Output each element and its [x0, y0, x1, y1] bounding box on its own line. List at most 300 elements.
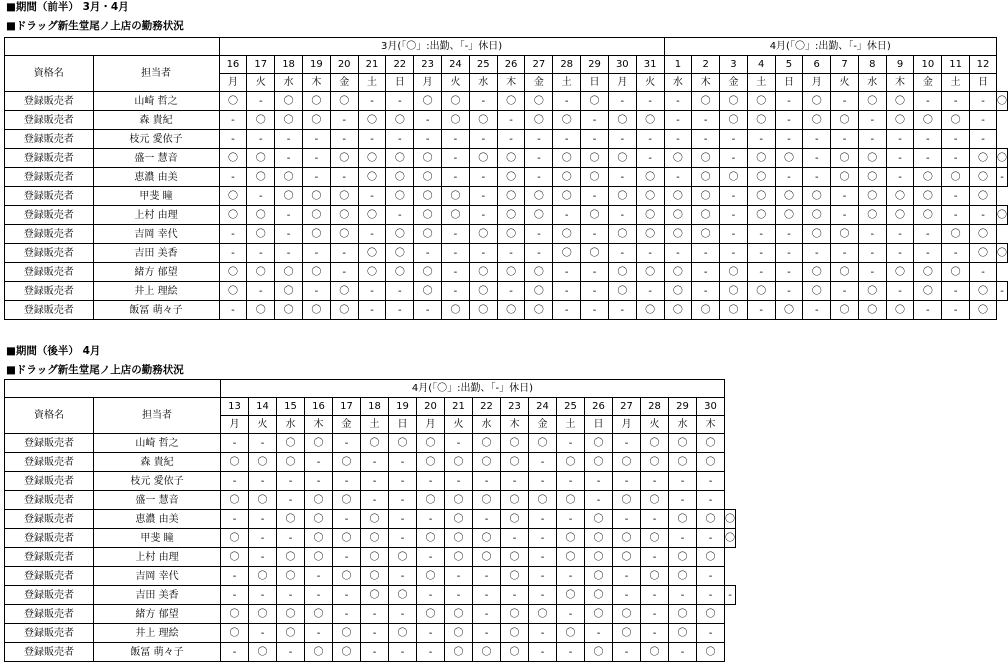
- shift-work-cell: 〇: [585, 605, 613, 624]
- shift-work-cell: 〇: [302, 92, 330, 111]
- shift-work-cell: 〇: [803, 225, 831, 244]
- shift-off-cell: -: [219, 130, 247, 149]
- staff-row: [5, 510, 736, 529]
- shift-work-cell: 〇: [641, 491, 669, 510]
- shift-work-cell: 〇: [333, 529, 361, 548]
- shift-off-cell: -: [473, 472, 501, 491]
- shift-off-cell: -: [275, 206, 303, 225]
- shift-off-cell: -: [585, 624, 613, 643]
- shift-off-cell: -: [277, 529, 305, 548]
- shift-work-cell: 〇: [525, 92, 553, 111]
- shift-off-cell: -: [525, 130, 553, 149]
- shift-off-cell: -: [302, 149, 330, 168]
- shift-off-cell: -: [613, 643, 641, 662]
- shift-off-cell: -: [442, 282, 470, 301]
- staff-name-cell: 枝元 愛依子: [93, 130, 219, 149]
- day-number-cell: 14: [249, 398, 277, 416]
- weekday-cell: 日: [585, 416, 613, 434]
- shift-off-cell: -: [664, 130, 692, 149]
- shift-work-cell: 〇: [914, 282, 942, 301]
- shift-off-cell: -: [249, 472, 277, 491]
- shift-work-cell: 〇: [221, 605, 249, 624]
- shift-off-cell: -: [557, 510, 585, 529]
- shift-work-cell: 〇: [831, 149, 859, 168]
- shift-off-cell: -: [775, 263, 803, 282]
- weekday-cell: 木: [497, 74, 525, 92]
- shift-work-cell: 〇: [219, 263, 247, 282]
- weekday-cell: 日: [386, 74, 414, 92]
- shift-work-cell: 〇: [275, 111, 303, 130]
- shift-off-cell: -: [641, 605, 669, 624]
- shift-work-cell: 〇: [330, 225, 358, 244]
- staff-name-cell: 盛一 慧音: [93, 149, 219, 168]
- weekday-cell: 火: [247, 74, 275, 92]
- weekday-cell: 水: [669, 416, 697, 434]
- shift-off-cell: -: [442, 244, 470, 263]
- weekday-cell: 月: [414, 74, 442, 92]
- shift-work-cell: 〇: [725, 529, 736, 548]
- shift-work-cell: 〇: [501, 624, 529, 643]
- shift-work-cell: 〇: [275, 92, 303, 111]
- shift-off-cell: -: [333, 586, 361, 605]
- qualification-header: 資格名: [5, 398, 94, 434]
- qualification-cell: 登録販売者: [5, 548, 94, 567]
- weekday-cell: 火: [445, 416, 473, 434]
- shift-work-cell: 〇: [641, 567, 669, 586]
- shift-work-cell: 〇: [664, 282, 692, 301]
- shift-off-cell: -: [697, 529, 725, 548]
- shift-off-cell: -: [585, 472, 613, 491]
- shift-off-cell: -: [747, 130, 775, 149]
- shift-work-cell: 〇: [669, 548, 697, 567]
- shift-work-cell: 〇: [747, 168, 775, 187]
- shift-off-cell: -: [330, 244, 358, 263]
- shift-work-cell: 〇: [886, 263, 914, 282]
- shift-off-cell: -: [219, 225, 247, 244]
- shift-off-cell: -: [747, 301, 775, 320]
- shift-work-cell: 〇: [970, 244, 997, 263]
- staff-name-cell: 吉田 美香: [94, 586, 221, 605]
- shift-off-cell: -: [581, 301, 609, 320]
- shift-work-cell: 〇: [442, 301, 470, 320]
- shift-work-cell: 〇: [305, 434, 333, 453]
- weekday-cell: 木: [886, 74, 914, 92]
- shift-work-cell: 〇: [692, 225, 720, 244]
- shift-off-cell: -: [585, 491, 613, 510]
- shift-work-cell: 〇: [697, 510, 725, 529]
- shift-off-cell: -: [386, 282, 414, 301]
- day-number-cell: 16: [219, 56, 247, 74]
- shift-work-cell: 〇: [442, 111, 470, 130]
- day-number-cell: 17: [333, 398, 361, 416]
- shift-work-cell: 〇: [636, 111, 664, 130]
- shift-work-cell: 〇: [636, 225, 664, 244]
- shift-work-cell: 〇: [445, 548, 473, 567]
- staff-row: [5, 605, 736, 624]
- weekday-cell: 土: [942, 74, 970, 92]
- shift-off-cell: -: [942, 282, 970, 301]
- shift-off-cell: -: [361, 624, 389, 643]
- shift-off-cell: -: [361, 643, 389, 662]
- shift-work-cell: 〇: [305, 510, 333, 529]
- weekday-cell: 土: [747, 74, 775, 92]
- shift-work-cell: 〇: [361, 434, 389, 453]
- shift-work-cell: 〇: [747, 149, 775, 168]
- shift-work-cell: 〇: [247, 225, 275, 244]
- shift-work-cell: 〇: [636, 168, 664, 187]
- month-group-row: [5, 380, 736, 398]
- shift-work-cell: 〇: [641, 434, 669, 453]
- shift-off-cell: -: [641, 586, 669, 605]
- shift-work-cell: 〇: [247, 263, 275, 282]
- day-number-cell: 18: [275, 56, 303, 74]
- weekday-cell: 木: [501, 416, 529, 434]
- shift-work-cell: 〇: [803, 187, 831, 206]
- shift-off-cell: -: [501, 586, 529, 605]
- shift-off-cell: -: [417, 472, 445, 491]
- weekday-cell: 日: [581, 74, 609, 92]
- shift-work-cell: 〇: [692, 206, 720, 225]
- shift-work-cell: 〇: [581, 149, 609, 168]
- shift-work-cell: 〇: [414, 282, 442, 301]
- shift-work-cell: 〇: [997, 206, 1008, 225]
- shift-work-cell: 〇: [333, 453, 361, 472]
- staff-name-cell: 上村 由理: [93, 206, 219, 225]
- shift-off-cell: -: [529, 510, 557, 529]
- shift-work-cell: 〇: [557, 624, 585, 643]
- day-number-cell: 10: [914, 56, 942, 74]
- staff-row: [5, 187, 1008, 206]
- shift-off-cell: -: [557, 643, 585, 662]
- shift-off-cell: -: [970, 206, 997, 225]
- day-number-cell: 5: [775, 56, 803, 74]
- shift-off-cell: -: [221, 510, 249, 529]
- shift-work-cell: 〇: [473, 434, 501, 453]
- shift-off-cell: -: [692, 244, 720, 263]
- shift-work-cell: 〇: [389, 548, 417, 567]
- shift-off-cell: -: [501, 529, 529, 548]
- shift-off-cell: -: [358, 187, 386, 206]
- shift-work-cell: 〇: [613, 453, 641, 472]
- shift-work-cell: 〇: [277, 434, 305, 453]
- shift-off-cell: -: [249, 624, 277, 643]
- shift-work-cell: 〇: [414, 149, 442, 168]
- month-group-header: 3月(「〇」:出勤、「-」休日): [219, 38, 664, 56]
- shift-work-cell: 〇: [497, 149, 525, 168]
- shift-off-cell: -: [775, 225, 803, 244]
- shift-work-cell: 〇: [669, 434, 697, 453]
- shift-work-cell: 〇: [525, 206, 553, 225]
- shift-work-cell: 〇: [636, 263, 664, 282]
- staff-row: [5, 567, 736, 586]
- staff-header: 担当者: [94, 398, 221, 434]
- shift-off-cell: -: [473, 605, 501, 624]
- shift-work-cell: 〇: [831, 263, 859, 282]
- shift-off-cell: -: [581, 282, 609, 301]
- shift-off-cell: -: [221, 567, 249, 586]
- staff-row: [5, 643, 736, 662]
- shift-off-cell: -: [414, 111, 442, 130]
- shift-work-cell: 〇: [747, 187, 775, 206]
- shift-work-cell: 〇: [803, 282, 831, 301]
- shift-work-cell: 〇: [725, 510, 736, 529]
- staff-row: [5, 263, 1008, 282]
- day-number-cell: 16: [305, 398, 333, 416]
- staff-row: [5, 92, 1008, 111]
- shift-off-cell: -: [330, 168, 358, 187]
- shift-off-cell: -: [613, 586, 641, 605]
- shift-work-cell: 〇: [302, 111, 330, 130]
- shift-work-cell: 〇: [858, 187, 886, 206]
- staff-row: [5, 225, 1008, 244]
- weekday-cell: 水: [664, 74, 692, 92]
- shift-off-cell: -: [302, 130, 330, 149]
- shift-work-cell: 〇: [445, 453, 473, 472]
- shift-work-cell: 〇: [692, 168, 720, 187]
- shift-off-cell: -: [529, 529, 557, 548]
- shift-work-cell: 〇: [330, 301, 358, 320]
- shift-off-cell: -: [608, 130, 636, 149]
- shift-work-cell: 〇: [386, 187, 414, 206]
- shift-off-cell: -: [942, 130, 970, 149]
- shift-work-cell: 〇: [445, 529, 473, 548]
- shift-work-cell: 〇: [697, 453, 725, 472]
- shift-off-cell: -: [858, 244, 886, 263]
- shift-off-cell: -: [333, 510, 361, 529]
- shift-work-cell: 〇: [858, 149, 886, 168]
- shift-work-cell: 〇: [636, 187, 664, 206]
- weekday-cell: 火: [641, 416, 669, 434]
- shift-work-cell: 〇: [581, 244, 609, 263]
- shift-off-cell: -: [775, 130, 803, 149]
- shift-off-cell: -: [277, 472, 305, 491]
- shift-work-cell: 〇: [275, 187, 303, 206]
- day-number-cell: 25: [557, 398, 585, 416]
- shift-off-cell: -: [775, 168, 803, 187]
- shift-work-cell: 〇: [445, 643, 473, 662]
- shift-work-cell: 〇: [358, 168, 386, 187]
- shift-off-cell: -: [305, 567, 333, 586]
- shift-work-cell: 〇: [525, 263, 553, 282]
- shift-off-cell: -: [720, 206, 748, 225]
- shift-off-cell: -: [747, 244, 775, 263]
- shift-off-cell: -: [361, 605, 389, 624]
- shift-off-cell: -: [414, 244, 442, 263]
- shift-off-cell: -: [221, 434, 249, 453]
- staff-name-cell: 吉田 美香: [93, 244, 219, 263]
- shift-work-cell: 〇: [557, 529, 585, 548]
- shift-work-cell: 〇: [775, 301, 803, 320]
- shift-work-cell: 〇: [525, 111, 553, 130]
- shift-work-cell: 〇: [249, 453, 277, 472]
- shift-off-cell: -: [641, 548, 669, 567]
- shift-off-cell: -: [497, 282, 525, 301]
- weekday-cell: 火: [249, 416, 277, 434]
- staff-name-cell: 甲斐 瞳: [93, 187, 219, 206]
- qualification-cell: 登録販売者: [5, 529, 94, 548]
- shift-work-cell: 〇: [608, 187, 636, 206]
- qualification-cell: 登録販売者: [5, 92, 94, 111]
- shift-off-cell: -: [557, 567, 585, 586]
- shift-work-cell: 〇: [585, 643, 613, 662]
- day-number-cell: 8: [858, 56, 886, 74]
- day-number-cell: 13: [221, 398, 249, 416]
- shift-off-cell: -: [553, 301, 581, 320]
- shift-work-cell: 〇: [305, 605, 333, 624]
- day-number-cell: 4: [747, 56, 775, 74]
- shift-off-cell: -: [697, 624, 725, 643]
- weekday-cell: 木: [302, 74, 330, 92]
- qualification-cell: 登録販売者: [5, 206, 94, 225]
- shift-off-cell: -: [417, 643, 445, 662]
- shift-off-cell: -: [608, 301, 636, 320]
- shift-off-cell: -: [581, 263, 609, 282]
- shift-off-cell: -: [275, 149, 303, 168]
- shift-work-cell: 〇: [942, 263, 970, 282]
- shift-work-cell: 〇: [361, 548, 389, 567]
- qualification-cell: 登録販売者: [5, 263, 94, 282]
- shift-off-cell: -: [305, 624, 333, 643]
- shift-work-cell: 〇: [469, 301, 497, 320]
- shift-work-cell: 〇: [445, 510, 473, 529]
- shift-off-cell: -: [664, 168, 692, 187]
- shift-work-cell: 〇: [277, 624, 305, 643]
- shift-off-cell: -: [277, 491, 305, 510]
- day-number-cell: 29: [581, 56, 609, 74]
- shift-work-cell: 〇: [361, 510, 389, 529]
- qualification-cell: 登録販売者: [5, 301, 94, 320]
- weekday-cell: 月: [613, 416, 641, 434]
- shift-work-cell: 〇: [219, 149, 247, 168]
- shift-work-cell: 〇: [525, 187, 553, 206]
- weekday-cell: 木: [697, 416, 725, 434]
- shift-work-cell: 〇: [529, 605, 557, 624]
- weekday-cell: 月: [803, 74, 831, 92]
- staff-row: [5, 149, 1008, 168]
- shift-off-cell: -: [581, 130, 609, 149]
- shift-off-cell: -: [389, 472, 417, 491]
- staff-name-cell: 山崎 哲之: [93, 92, 219, 111]
- day-number-cell: 20: [330, 56, 358, 74]
- shift-work-cell: 〇: [613, 491, 641, 510]
- shift-off-cell: -: [775, 244, 803, 263]
- shift-off-cell: -: [692, 282, 720, 301]
- shift-work-cell: 〇: [501, 548, 529, 567]
- shift-work-cell: 〇: [747, 111, 775, 130]
- shift-work-cell: 〇: [247, 149, 275, 168]
- shift-work-cell: 〇: [641, 643, 669, 662]
- shift-work-cell: 〇: [221, 548, 249, 567]
- header-blank-cell: [5, 380, 221, 398]
- shift-off-cell: -: [942, 149, 970, 168]
- staff-row: [5, 111, 1008, 130]
- staff-row: [5, 168, 1008, 187]
- shift-work-cell: 〇: [585, 529, 613, 548]
- shift-off-cell: -: [692, 111, 720, 130]
- shift-work-cell: 〇: [358, 149, 386, 168]
- qualification-cell: 登録販売者: [5, 510, 94, 529]
- weekday-cell: 日: [970, 74, 997, 92]
- shift-work-cell: 〇: [553, 244, 581, 263]
- shift-off-cell: -: [358, 301, 386, 320]
- shift-work-cell: 〇: [613, 624, 641, 643]
- shift-work-cell: 〇: [529, 491, 557, 510]
- shift-off-cell: -: [219, 301, 247, 320]
- shift-work-cell: 〇: [858, 282, 886, 301]
- day-number-cell: 23: [414, 56, 442, 74]
- staff-row: [5, 586, 736, 605]
- shift-off-cell: -: [330, 111, 358, 130]
- shift-off-cell: -: [803, 168, 831, 187]
- schedule-table-second-half: [4, 379, 736, 662]
- shift-work-cell: 〇: [641, 453, 669, 472]
- shift-off-cell: -: [277, 586, 305, 605]
- weekday-cell: 水: [469, 74, 497, 92]
- shift-off-cell: -: [275, 225, 303, 244]
- shift-work-cell: 〇: [386, 149, 414, 168]
- shift-off-cell: -: [529, 453, 557, 472]
- shift-off-cell: -: [442, 130, 470, 149]
- shift-work-cell: 〇: [997, 92, 1008, 111]
- weekday-cell: 月: [219, 74, 247, 92]
- staff-row: [5, 206, 1008, 225]
- shift-work-cell: 〇: [417, 453, 445, 472]
- shift-work-cell: 〇: [249, 605, 277, 624]
- day-number-cell: 1: [664, 56, 692, 74]
- shift-work-cell: 〇: [305, 529, 333, 548]
- shift-off-cell: -: [970, 130, 997, 149]
- shift-off-cell: -: [669, 643, 697, 662]
- shift-off-cell: -: [831, 187, 859, 206]
- weekday-cell: 金: [529, 416, 557, 434]
- shift-off-cell: -: [886, 130, 914, 149]
- shift-work-cell: 〇: [970, 149, 997, 168]
- shift-work-cell: 〇: [775, 206, 803, 225]
- weekday-cell: 火: [442, 74, 470, 92]
- shift-work-cell: 〇: [386, 244, 414, 263]
- shift-work-cell: 〇: [247, 168, 275, 187]
- day-number-cell: 26: [585, 398, 613, 416]
- shift-work-cell: 〇: [302, 263, 330, 282]
- shift-off-cell: -: [613, 434, 641, 453]
- shift-work-cell: 〇: [386, 263, 414, 282]
- shift-work-cell: 〇: [275, 168, 303, 187]
- shift-off-cell: -: [302, 168, 330, 187]
- day-number-cell: 6: [803, 56, 831, 74]
- staff-row: [5, 244, 1008, 263]
- shift-off-cell: -: [886, 282, 914, 301]
- day-number-cell: 28: [553, 56, 581, 74]
- shift-work-cell: 〇: [445, 605, 473, 624]
- weekday-cell: 金: [914, 74, 942, 92]
- shift-off-cell: -: [529, 624, 557, 643]
- shift-work-cell: 〇: [557, 453, 585, 472]
- shift-off-cell: -: [664, 111, 692, 130]
- shift-work-cell: 〇: [247, 301, 275, 320]
- shift-off-cell: -: [386, 130, 414, 149]
- shift-work-cell: 〇: [664, 187, 692, 206]
- shift-off-cell: -: [361, 491, 389, 510]
- shift-work-cell: 〇: [302, 206, 330, 225]
- shift-off-cell: -: [747, 225, 775, 244]
- staff-name-cell: 井上 理絵: [94, 624, 221, 643]
- day-number-cell: 30: [697, 398, 725, 416]
- schedule-table-first-half: [4, 37, 1008, 320]
- shift-work-cell: 〇: [473, 491, 501, 510]
- header-blank-cell: [5, 38, 220, 56]
- shift-work-cell: 〇: [669, 605, 697, 624]
- staff-name-cell: 緒方 郁望: [94, 605, 221, 624]
